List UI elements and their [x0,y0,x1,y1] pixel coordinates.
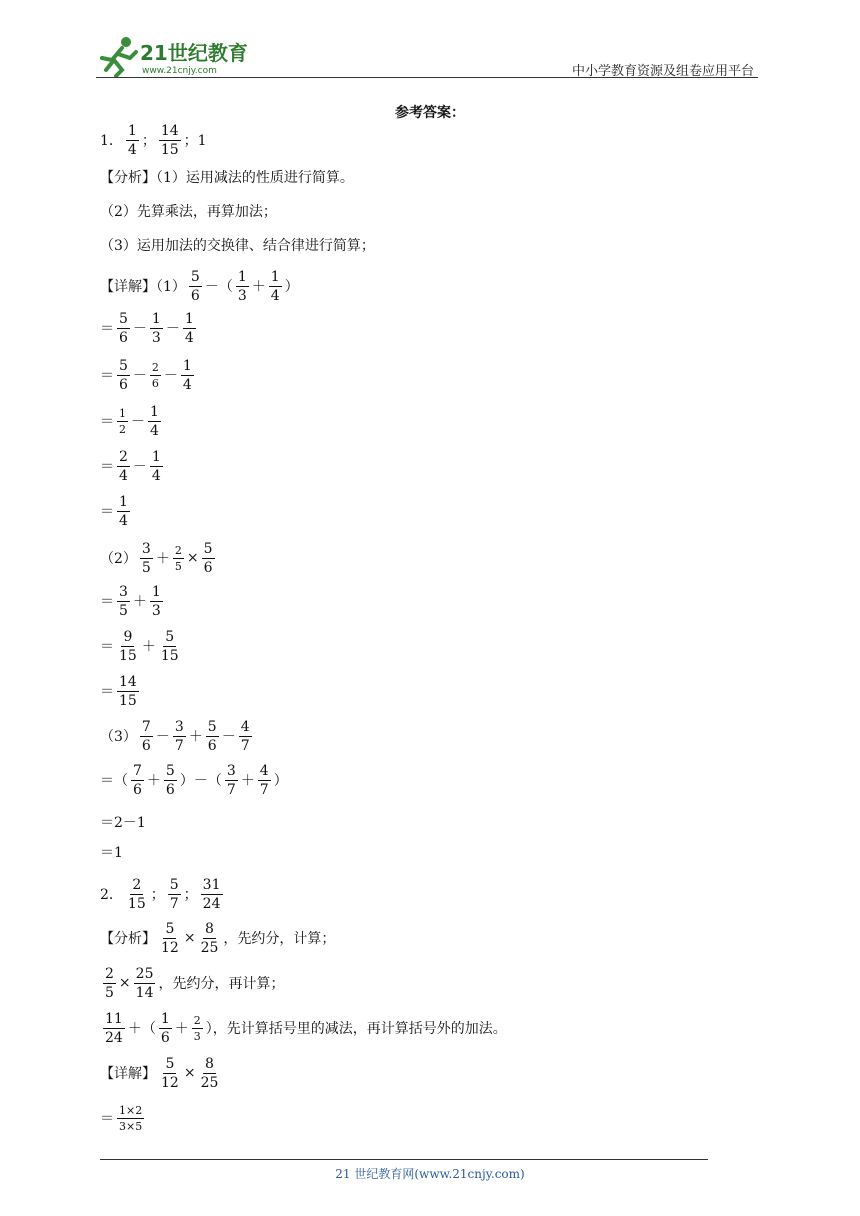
answer-line [100,1008,507,1048]
denominator: 7 [240,737,250,754]
text-run: ＋ [146,773,161,789]
numerator: 11 [105,1010,123,1027]
numerator: 3 [174,718,184,735]
answer-line [100,963,284,1003]
text-run: ＋（ [127,1021,156,1037]
denominator: 3 [151,329,161,346]
denominator: 15 [160,141,179,158]
numerator: 1 [237,268,247,285]
answer-line [100,1098,147,1138]
answer-line [100,760,288,800]
logo-url: www.21cnjy.com [142,66,217,76]
fraction [206,720,219,753]
fraction [173,720,186,753]
denominator: 4 [119,467,128,484]
text-run: （2）先算乘法，再算加法； [100,204,277,220]
denominator: 3 [151,602,161,619]
header-platform-text: 中小学教育资源及组卷应用平台 [571,64,754,79]
text-run: ＝ [100,504,114,520]
text-run: 【分析】（1）运用减法的性质进行简算。 [100,170,354,186]
numerator: 2 [151,360,159,374]
denominator: 12 [161,939,179,956]
numerator: 1 [127,122,137,139]
numerator: 3 [119,583,128,600]
numerator: 8 [205,920,214,937]
fraction [150,450,163,483]
text-run: ，先约分，计算； [223,931,336,947]
answer-line [100,1053,223,1093]
numerator: 1 [184,310,194,327]
fraction [189,270,202,303]
answer-line [100,716,255,756]
numerator: 1 [160,1010,170,1027]
fraction [117,630,139,663]
fraction [236,270,249,303]
fraction [117,312,130,345]
fraction [103,967,116,1000]
numerator: 1 [119,406,126,420]
numerator: 2 [105,965,114,982]
fraction [192,1015,203,1042]
denominator: 4 [184,329,194,346]
page-title: 参考答案： [395,105,465,121]
text-run: 【分析】 [100,931,156,947]
fraction [131,764,144,797]
text-run: ＝2－1 [100,815,146,831]
numerator: 5 [207,718,217,735]
denominator: 6 [151,376,159,390]
fraction [126,878,148,911]
denominator: 6 [190,287,200,304]
fraction [159,1057,181,1090]
denominator: 7 [259,781,269,798]
text-run: ＝1 [100,845,123,861]
numerator: 5 [165,1055,175,1072]
text-run: ＋ [240,773,255,789]
fraction [103,1012,125,1045]
fraction [159,124,181,157]
numerator: 5 [165,628,175,645]
text-run: － [132,368,147,384]
numerator: 25 [135,965,154,982]
fraction [181,359,194,392]
denominator: 15 [119,647,137,664]
denominator: 4 [150,422,159,439]
footer-divider [100,1159,708,1160]
fraction [140,542,153,575]
text-run: 【详解】 [100,1066,156,1082]
fraction [117,675,139,708]
numerator: 2 [119,448,128,465]
text-run: × [186,550,199,566]
text-run: ＝ [100,594,114,610]
denominator: 7 [174,737,184,754]
answer-line [100,446,166,486]
logo-text: 21世纪教育 [140,41,248,65]
text-run: 1． [100,133,123,149]
fraction [159,1012,172,1045]
text-run: ＝（ [100,773,128,789]
numerator: 1 [151,310,161,327]
runner-icon [102,37,136,76]
fraction [239,720,252,753]
answer-line [100,120,207,160]
text-run: ＝ [100,639,114,655]
denominator: 7 [226,781,236,798]
numerator: 2 [132,876,142,893]
answer-line [100,308,199,348]
text-run: （3）运用加法的交换律、结合律进行简算； [100,238,375,254]
fraction [117,408,128,435]
answer-line [100,491,133,531]
denominator: 4 [270,287,280,304]
answer-line [100,225,375,265]
denominator: 4 [151,467,161,484]
text-run: － [132,459,147,475]
denominator: 2 [119,422,126,436]
fraction [173,545,184,572]
text-run: ＝ [100,368,114,384]
21cnjy-logo [96,34,256,78]
denominator: 3×5 [119,1119,143,1133]
numerator: 3 [226,762,236,779]
text-run: ＝ [100,321,114,337]
denominator: 15 [119,692,137,709]
denominator: 3 [193,1029,201,1043]
text-run: ），先计算括号里的减法，再计算括号外的加法。 [205,1021,507,1037]
numerator: 1 [151,448,161,465]
numerator: 1 [151,583,161,600]
denominator: 4 [182,376,192,393]
text-run: ； [150,887,165,903]
denominator: 6 [141,737,151,754]
fraction [183,312,196,345]
denominator: 25 [200,939,219,956]
fraction [140,720,153,753]
fraction [164,764,177,797]
fraction [134,967,156,1000]
fraction [117,585,130,618]
denominator: 5 [119,602,128,619]
denominator: 4 [127,141,137,158]
numerator: 5 [165,762,175,779]
numerator: 1×2 [119,1103,143,1117]
denominator: 15 [160,647,179,664]
numerator: 14 [119,673,137,690]
fraction [117,495,130,528]
denominator: 24 [202,895,221,912]
numerator: 2 [174,543,182,557]
fraction [269,270,282,303]
text-run: × [183,930,196,946]
answer-line [100,832,123,872]
numerator: 1 [150,403,159,420]
text-run: ＝ [100,684,114,700]
text-run: ）－（ [179,773,222,789]
denominator: 5 [105,984,114,1001]
denominator: 6 [119,329,128,346]
text-run: ＝ [100,1111,114,1127]
text-run: － [221,729,236,745]
denominator: 12 [161,1074,179,1091]
fraction [117,450,130,483]
answer-line [100,874,226,914]
text-run: ＋ [251,279,266,295]
numerator: 9 [123,628,133,645]
text-run: ； [183,887,198,903]
numerator: 7 [133,762,142,779]
text-run: ＋ [155,551,170,567]
denominator: 6 [207,737,217,754]
text-run: （3） [100,729,137,745]
denominator: 4 [119,512,128,529]
fraction [148,405,161,438]
numerator: 1 [182,357,192,374]
fraction [126,124,139,157]
denominator: 25 [200,1074,219,1091]
answer-line [100,266,299,306]
denominator: 5 [141,559,151,576]
denominator: 5 [174,559,182,573]
footer-text: 21 世纪教育网(www.21cnjy.com) [335,1167,525,1181]
text-run: ； [141,133,156,149]
fraction [202,542,215,575]
numerator: 5 [203,540,213,557]
text-run: ，先约分，再计算； [158,976,285,992]
numerator: 5 [119,310,128,327]
text-run: － [131,414,145,430]
text-run: －（ [204,279,233,295]
text-run: － [132,321,147,337]
fraction [159,630,181,663]
answer-line [100,538,218,578]
text-run: ＋ [174,1021,189,1037]
text-run: ） [273,773,288,789]
numerator: 7 [141,718,151,735]
denominator: 6 [203,559,213,576]
text-run: × [183,1065,196,1081]
numerator: 5 [190,268,200,285]
numerator: 4 [259,762,269,779]
text-run: ＋ [188,729,203,745]
fraction [150,362,161,389]
text-run: ＋ [132,594,147,610]
fraction [159,922,181,955]
text-run: ） [284,279,299,295]
numerator: 2 [193,1013,201,1027]
numerator: 31 [202,876,221,893]
text-run: ；1 [183,133,207,149]
text-run: × [118,975,131,991]
header-divider [96,77,758,78]
denominator: 15 [127,895,146,912]
fraction [117,359,130,392]
fraction [150,312,163,345]
numerator: 8 [205,1055,214,1072]
answer-line [100,401,164,441]
fraction [117,1105,144,1132]
fraction [199,1057,221,1090]
numerator: 4 [240,718,250,735]
denominator: 6 [160,1029,170,1046]
answer-line [100,626,184,666]
text-run: － [165,321,180,337]
numerator: 1 [270,268,280,285]
fraction [225,764,238,797]
denominator: 6 [119,376,128,393]
numerator: 5 [165,920,175,937]
numerator: 5 [169,876,179,893]
denominator: 6 [133,781,142,798]
answer-line [100,355,197,395]
denominator: 24 [105,1029,123,1046]
text-run: 【详解】（1） [100,279,186,295]
fraction [168,878,181,911]
text-run: （2） [100,551,137,567]
fraction [258,764,271,797]
denominator: 7 [169,895,179,912]
text-run: － [163,368,178,384]
fraction [201,878,223,911]
fraction [199,922,221,955]
denominator: 6 [165,781,175,798]
numerator: 3 [141,540,151,557]
text-run: ＝ [100,414,114,430]
text-run: 2． [100,887,123,903]
text-run: ＝ [100,459,114,475]
fraction [150,585,163,618]
text-run: － [155,729,170,745]
numerator: 5 [119,357,128,374]
text-run: ＋ [141,639,156,655]
numerator: 14 [160,122,179,139]
answer-line [100,581,166,621]
numerator: 1 [119,493,128,510]
denominator: 3 [237,287,247,304]
answer-line [100,671,142,711]
denominator: 14 [135,984,154,1001]
answer-line [100,918,335,958]
